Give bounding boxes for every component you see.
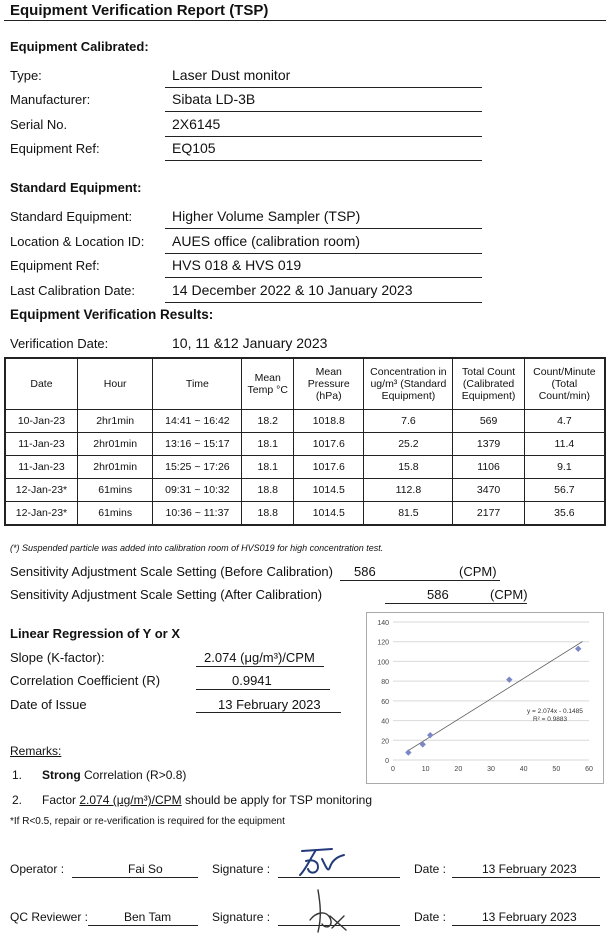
- y-tick-label: 60: [381, 698, 389, 706]
- field-label-location: Location & Location ID:: [10, 234, 145, 249]
- table-cell: 1017.6: [294, 456, 364, 479]
- section-heading-results: Equipment Verification Results:: [10, 307, 214, 322]
- field-label-last-calibration: Last Calibration Date:: [10, 283, 136, 298]
- table-cell: 569: [453, 410, 524, 433]
- x-tick-label: 40: [519, 766, 528, 773]
- table-cell: 15.8: [364, 456, 453, 479]
- y-tick-label: 100: [377, 659, 389, 667]
- remark-1-text: Correlation (R>0.8): [84, 768, 187, 782]
- table-cell: 18.1: [242, 456, 294, 479]
- table-cell: 4.7: [524, 410, 605, 433]
- x-tick-label: 10: [421, 766, 430, 773]
- field-value-location: AUES office (calibration room): [172, 233, 361, 249]
- reviewer-name: Ben Tam: [124, 910, 172, 924]
- verification-date-label: Verification Date:: [10, 336, 109, 351]
- col-header-total-count: Total Count (Calibrated Equipment): [453, 358, 524, 410]
- field-label-serial: Serial No.: [10, 117, 68, 132]
- remark-1: [42, 768, 186, 782]
- table-cell: 14:41 ~ 16:42: [153, 410, 242, 433]
- table-cell: 18.8: [242, 479, 294, 502]
- field-label-manufacturer: Manufacturer:: [10, 92, 91, 107]
- sensitivity-before-value: 586: [354, 564, 376, 579]
- data-point: [420, 741, 426, 747]
- x-tick-label: 20: [454, 766, 463, 773]
- signoff-underline: [88, 925, 198, 926]
- col-header-count-minute: Count/Minute (Total Count/min): [524, 358, 605, 410]
- table-cell: 1017.6: [294, 433, 364, 456]
- report-title: Equipment Verification Report (TSP): [10, 2, 269, 19]
- table-cell: 12-Jan-23*: [5, 479, 77, 502]
- sensitivity-before-label: Sensitivity Adjustment Scale Setting (Before Calibration): [10, 564, 333, 579]
- sensitivity-after-unit: (CPM): [490, 587, 528, 602]
- sensitivity-underline: [385, 603, 527, 604]
- table-row: [5, 433, 605, 456]
- table-row: [5, 456, 605, 479]
- sensitivity-after-value: 586: [427, 587, 449, 602]
- y-tick-label: 80: [381, 679, 389, 687]
- regression-underline: [196, 689, 330, 690]
- y-tick-label: 20: [381, 738, 389, 746]
- table-cell: 61mins: [77, 502, 153, 526]
- col-header-time: Time: [153, 358, 242, 410]
- sensitivity-underline: [340, 580, 500, 581]
- operator-signature-icon: [292, 845, 352, 879]
- table-footnote: (*) Suspended particle was added into calibration room of HVS019 for high concentration test.: [10, 543, 384, 553]
- signoff-underline: [452, 877, 600, 878]
- field-underline: [165, 136, 482, 137]
- section-heading-calibrated: Equipment Calibrated:: [10, 39, 149, 54]
- field-value-type: Laser Dust monitor: [172, 67, 291, 83]
- results-table: [4, 357, 606, 526]
- table-cell: 13:16 ~ 15:17: [153, 433, 242, 456]
- field-label-type: Type:: [10, 68, 42, 83]
- table-cell: 1018.8: [294, 410, 364, 433]
- date-label: Date :: [414, 910, 447, 924]
- table-cell: 15:25 ~ 17:26: [153, 456, 242, 479]
- field-underline: [165, 253, 482, 254]
- y-tick-label: 0: [385, 758, 389, 765]
- table-cell: 9.1: [524, 456, 605, 479]
- remark-2-factor: 2.074 (μg/m³)/CPM: [79, 793, 182, 807]
- operator-name: Fai So: [128, 862, 163, 876]
- field-underline: [165, 277, 482, 278]
- field-value-manufacturer: Sibata LD-3B: [172, 91, 256, 107]
- table-cell: 7.6: [364, 410, 453, 433]
- table-cell: 25.2: [364, 433, 453, 456]
- regression-heading: Linear Regression of Y or X: [10, 626, 181, 641]
- correlation-value: 0.9941: [232, 673, 272, 688]
- correlation-label: Correlation Coefficient (R): [10, 673, 161, 688]
- remarks-footnote: *If R<0.5, repair or re-verification is required for the equipment: [10, 816, 285, 827]
- table-cell: 112.8: [364, 479, 453, 502]
- table-cell: 3470: [453, 479, 524, 502]
- y-tick-label: 40: [381, 718, 389, 726]
- col-header-pressure: Mean Pressure (hPa): [294, 358, 364, 410]
- regression-chart: [366, 612, 604, 784]
- field-label-standard-ref: Equipment Ref:: [10, 258, 100, 273]
- table-cell: 10-Jan-23: [5, 410, 77, 433]
- y-tick-label: 140: [377, 620, 389, 627]
- remark-2-pre: Factor: [42, 793, 77, 807]
- signature-label: Signature :: [212, 862, 271, 876]
- issue-date-label: Date of Issue: [10, 697, 87, 712]
- col-header-temp: Mean Temp °C: [242, 358, 294, 410]
- sensitivity-before-unit: (CPM): [459, 564, 497, 579]
- signoff-underline: [452, 925, 600, 926]
- remark-2: [42, 793, 372, 807]
- sensitivity-after-label: Sensitivity Adjustment Scale Setting (After Calibration): [10, 587, 323, 602]
- table-cell: 1014.5: [294, 502, 364, 526]
- col-header-date: Date: [5, 358, 77, 410]
- data-point: [575, 646, 581, 652]
- regression-underline: [196, 712, 341, 713]
- x-tick-label: 50: [552, 766, 561, 773]
- signature-label: Signature :: [212, 910, 271, 924]
- table-cell: 18.2: [242, 410, 294, 433]
- reviewer-signature-icon: [300, 886, 360, 938]
- field-underline: [165, 228, 482, 229]
- table-cell: 35.6: [524, 502, 605, 526]
- table-cell: 56.7: [524, 479, 605, 502]
- table-row: [5, 410, 605, 433]
- operator-label: Operator :: [10, 862, 65, 876]
- verification-date-value: 10, 11 &12 January 2023: [172, 335, 328, 351]
- field-value-standard-equipment: Higher Volume Sampler (TSP): [172, 208, 361, 224]
- remark-number: 1.: [12, 768, 23, 782]
- remark-number: 2.: [12, 793, 23, 807]
- data-point: [506, 676, 512, 682]
- data-point: [427, 732, 433, 738]
- table-row: [5, 479, 605, 502]
- table-cell: 12-Jan-23*: [5, 502, 77, 526]
- field-underline: [165, 302, 482, 303]
- x-tick-label: 30: [487, 766, 495, 773]
- regression-underline: [196, 666, 324, 667]
- field-underline: [165, 160, 482, 161]
- table-header-row: [5, 358, 605, 410]
- table-cell: 10:36 ~ 11:37: [153, 502, 242, 526]
- table-cell: 11.4: [524, 433, 605, 456]
- field-value-equipment-ref: EQ105: [172, 140, 216, 156]
- x-tick-label: 0: [391, 766, 395, 773]
- signoff-underline: [72, 877, 198, 878]
- issue-date-value: 13 February 2023: [218, 697, 321, 712]
- table-cell: 2hr1min: [77, 410, 153, 433]
- table-cell: 81.5: [364, 502, 453, 526]
- field-label-standard-equipment: Standard Equipment:: [10, 209, 133, 224]
- remark-strong: Strong: [42, 768, 81, 782]
- table-cell: 1106: [453, 456, 524, 479]
- scatter-plot: [367, 613, 603, 783]
- field-label-equipment-ref: Equipment Ref:: [10, 141, 100, 156]
- y-tick-label: 120: [377, 639, 389, 647]
- trendline-equation: y = 2.074x - 0.1485: [527, 708, 583, 715]
- reviewer-label: QC Reviewer :: [10, 910, 89, 924]
- slope-value: 2.074 (μg/m³)/CPM: [204, 650, 315, 665]
- table-cell: 2177: [453, 502, 524, 526]
- table-cell: 18.8: [242, 502, 294, 526]
- table-cell: 61mins: [77, 479, 153, 502]
- remark-2-post: should be apply for TSP monitoring: [184, 793, 372, 807]
- reviewer-date: 13 February 2023: [482, 910, 577, 924]
- field-value-serial: 2X6145: [172, 116, 221, 132]
- table-cell: 11-Jan-23: [5, 433, 77, 456]
- table-cell: 2hr01min: [77, 433, 153, 456]
- table-cell: 11-Jan-23: [5, 456, 77, 479]
- table-cell: 2hr01min: [77, 456, 153, 479]
- table-cell: 1014.5: [294, 479, 364, 502]
- x-tick-label: 60: [585, 766, 593, 773]
- field-value-standard-ref: HVS 018 & HVS 019: [172, 257, 302, 273]
- r-squared-label: R² = 0.9883: [533, 716, 568, 723]
- col-header-hour: Hour: [77, 358, 153, 410]
- field-underline: [165, 87, 482, 88]
- date-label: Date :: [414, 862, 447, 876]
- data-point: [405, 749, 411, 755]
- field-underline: [165, 111, 482, 112]
- operator-date: 13 February 2023: [482, 862, 577, 876]
- remarks-heading: Remarks:: [10, 744, 62, 758]
- slope-label: Slope (K-factor):: [10, 650, 105, 665]
- table-cell: 18.1: [242, 433, 294, 456]
- section-heading-standard: Standard Equipment:: [10, 180, 142, 195]
- title-rule: [4, 20, 606, 21]
- table-cell: 1379: [453, 433, 524, 456]
- table-cell: 09:31 ~ 10:32: [153, 479, 242, 502]
- col-header-concentration: Concentration in ug/m³ (Standard Equipment): [364, 358, 453, 410]
- field-value-last-calibration: 14 December 2022 & 10 January 2023: [172, 282, 413, 298]
- table-row: [5, 502, 605, 526]
